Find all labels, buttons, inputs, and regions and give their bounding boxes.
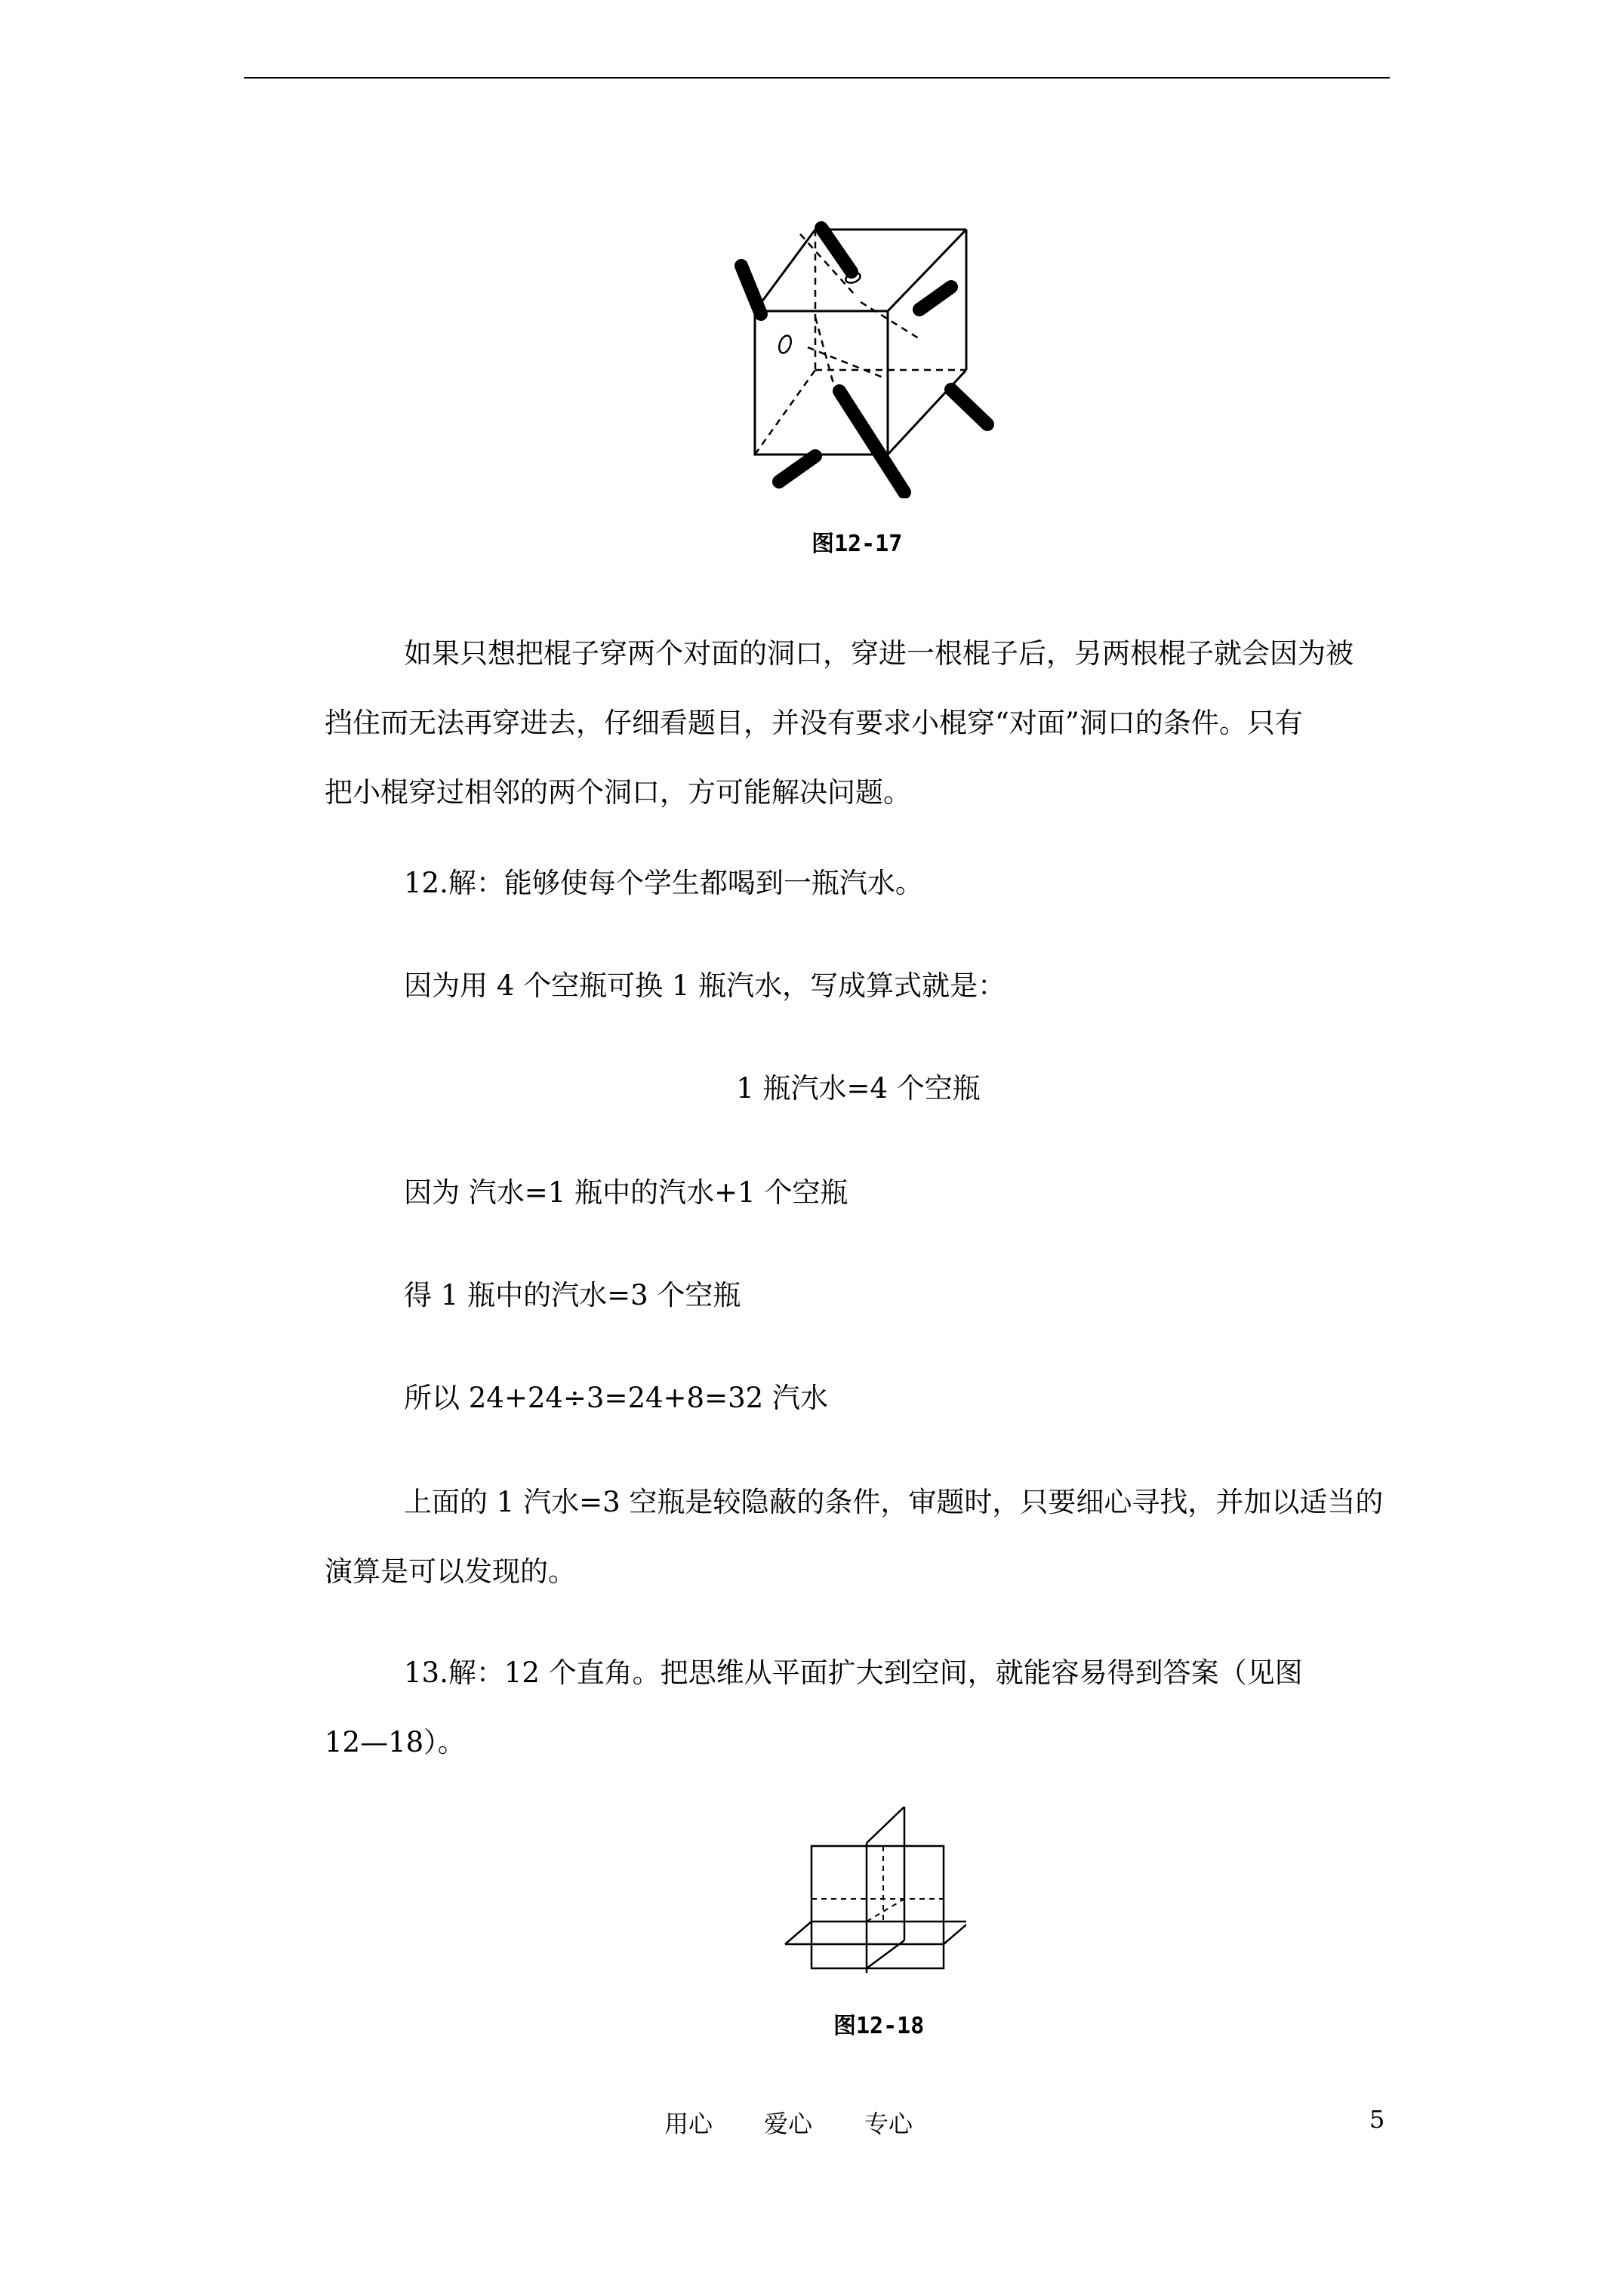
- answer-12-reason: 因为用 4 个空瓶可换 1 瓶汽水，写成算式就是：: [404, 969, 1006, 1002]
- header-rule: [244, 77, 1390, 79]
- equation-bottles: 1 瓶汽水=4 个空瓶: [736, 1072, 981, 1105]
- equation-soda-value: 得 1 瓶中的汽水=3 个空瓶: [404, 1279, 741, 1311]
- paragraph-line: 12—18）。: [325, 1726, 466, 1758]
- paragraph-line: 上面的 1 汽水=3 空瓶是较隐蔽的条件，审题时，只要细心寻找，并加以适当的: [404, 1486, 1384, 1518]
- paragraph-line: 挡住而无法再穿进去，仔细看题目，并没有要求小棍穿“对面”洞口的条件。只有: [325, 707, 1303, 739]
- footer-motto-1: 用心: [664, 2110, 713, 2138]
- cube-sticks-diagram: [725, 211, 1012, 498]
- page-number: 5: [1369, 2105, 1385, 2134]
- paragraph-line: 如果只想把棍子穿两个对面的洞口，穿进一根棍子后，另两根棍子就会因为被: [404, 637, 1354, 670]
- equation-soda-split: 因为 汽水=1 瓶中的汽水+1 个空瓶: [404, 1176, 848, 1209]
- figure-12-18-caption: 图12-18: [833, 2013, 925, 2039]
- paragraph-line: 把小棍穿过相邻的两个洞口，方可能解决问题。: [325, 776, 911, 809]
- figure-12-17-caption: 图12-17: [812, 531, 903, 557]
- paragraph-line: 演算是可以发现的。: [325, 1555, 576, 1588]
- figure-12-17: [725, 211, 1012, 498]
- equation-total: 所以 24+24÷3=24+8=32 汽水: [404, 1382, 828, 1414]
- answer-12-heading: 12.解：能够使每个学生都喝到一瓶汽水。: [404, 867, 923, 899]
- intersecting-planes-diagram: [778, 1801, 966, 1982]
- paragraph-sticks-explanation: [325, 619, 1390, 689]
- footer-motto-3: 专心: [864, 2110, 913, 2138]
- figure-12-18: [778, 1801, 966, 1982]
- footer-motto-2: 爱心: [764, 2110, 813, 2138]
- answer-13-heading: 13.解：12 个直角。把思维从平面扩大到空间，就能容易得到答案（见图: [404, 1657, 1303, 1689]
